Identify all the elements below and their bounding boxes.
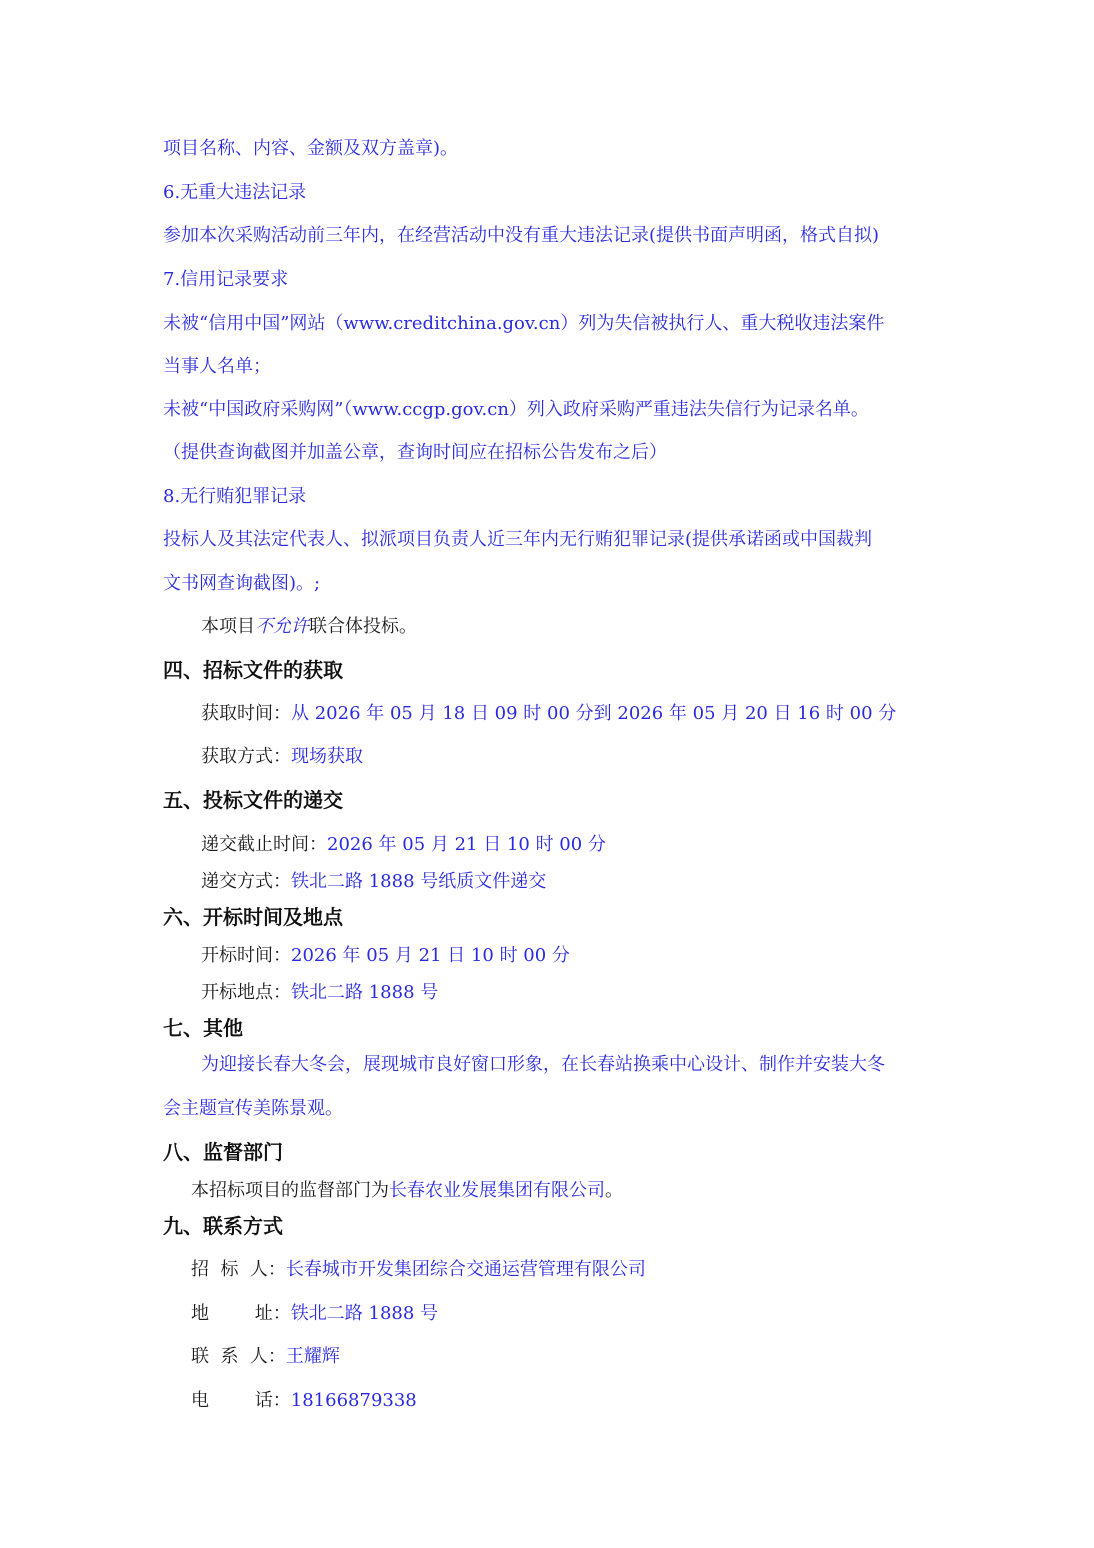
- supervision-line: [191, 1178, 623, 1204]
- field-value: 18166879338: [290, 1390, 417, 1411]
- requirement-line: 文书网查询截图)。;: [163, 573, 321, 594]
- section-heading: 九、联系方式: [163, 1214, 283, 1238]
- field-label: 招 标 人：: [191, 1259, 286, 1280]
- opening-time: [201, 943, 570, 969]
- field-value: 现场获取: [291, 746, 363, 767]
- requirement-line: 未被“信用中国”网站（www.creditchina.gov.cn）列为失信被执行人、重大税收违法案件: [163, 313, 885, 334]
- field-value: 2026 年 05 月 21 日 10 时 00 分: [327, 834, 606, 855]
- section-heading: 四、招标文件的获取: [163, 658, 343, 682]
- field-value: 王耀辉: [285, 1346, 340, 1367]
- consortium-prefix: 本项目: [201, 616, 255, 637]
- section-heading: 八、监督部门: [163, 1140, 283, 1164]
- requirement-heading: 8.无行贿犯罪记录: [163, 486, 307, 507]
- submit-method: [201, 869, 546, 895]
- field-value: 长春农业发展集团有限公司: [389, 1180, 605, 1201]
- other-line: 为迎接长春大冬会，展现城市良好窗口形象，在长春站换乘中心设计、制作并安装大冬: [201, 1054, 885, 1075]
- consortium-value: 不允许: [255, 616, 309, 637]
- requirement-line: 项目名称、内容、金额及双方盖章)。: [163, 138, 459, 159]
- field-value: 铁北二路 1888 号: [290, 1303, 439, 1324]
- contact-phone: [191, 1388, 417, 1414]
- field-value: 铁北二路 1888 号: [291, 982, 439, 1003]
- requirement-line: 未被“中国政府采购网”（www.ccgp.gov.cn）列入政府采购严重违法失信行为记录名单。: [163, 399, 869, 420]
- requirement-heading: 7.信用记录要求: [163, 269, 289, 290]
- field-label: 地 址：: [191, 1303, 291, 1324]
- other-line: 会主题宣传美陈景观。: [163, 1098, 343, 1119]
- field-label: 获取方式：: [201, 746, 291, 767]
- section-heading: 六、开标时间及地点: [163, 905, 343, 929]
- contact-person: [191, 1344, 340, 1370]
- acquire-time: [201, 701, 896, 727]
- requirement-line: （提供查询截图并加盖公章，查询时间应在招标公告发布之后）: [163, 442, 667, 463]
- field-value: 从 2026 年 05 月 18 日 09 时 00 分到 2026 年 05 月 20 日 16 时 00 分: [291, 703, 897, 724]
- field-label: 获取时间：: [201, 703, 291, 724]
- field-label: 递交截止时间：: [201, 834, 327, 855]
- submit-deadline: [201, 832, 606, 858]
- field-label: 电 话：: [191, 1390, 291, 1411]
- requirement-heading: 6.无重大违法记录: [163, 182, 307, 203]
- field-label: 递交方式：: [201, 871, 291, 892]
- field-suffix: 。: [605, 1180, 623, 1201]
- consortium-line: [201, 614, 417, 640]
- section-heading: 七、其他: [163, 1016, 243, 1040]
- field-label: 开标地点：: [201, 982, 291, 1003]
- section-heading: 五、投标文件的递交: [163, 788, 343, 812]
- field-value: 铁北二路 1888 号纸质文件递交: [291, 871, 547, 892]
- contact-tenderer: [191, 1257, 646, 1283]
- field-value: 长春城市开发集团综合交通运营管理有限公司: [285, 1259, 646, 1280]
- consortium-suffix: 联合体投标。: [309, 616, 417, 637]
- contact-address: [191, 1301, 438, 1327]
- requirement-line: 投标人及其法定代表人、拟派项目负责人近三年内无行贿犯罪记录(提供承诺函或中国裁判: [163, 529, 873, 550]
- field-label: 本招标项目的监督部门为: [191, 1180, 389, 1201]
- acquire-method: [201, 744, 363, 770]
- field-label: 开标时间：: [201, 945, 291, 966]
- requirement-line: 当事人名单；: [163, 356, 271, 377]
- field-label: 联 系 人：: [191, 1346, 286, 1367]
- field-value: 2026 年 05 月 21 日 10 时 00 分: [291, 945, 570, 966]
- requirement-line: 参加本次采购活动前三年内，在经营活动中没有重大违法记录(提供书面声明函，格式自拟): [163, 225, 880, 246]
- opening-place: [201, 980, 438, 1006]
